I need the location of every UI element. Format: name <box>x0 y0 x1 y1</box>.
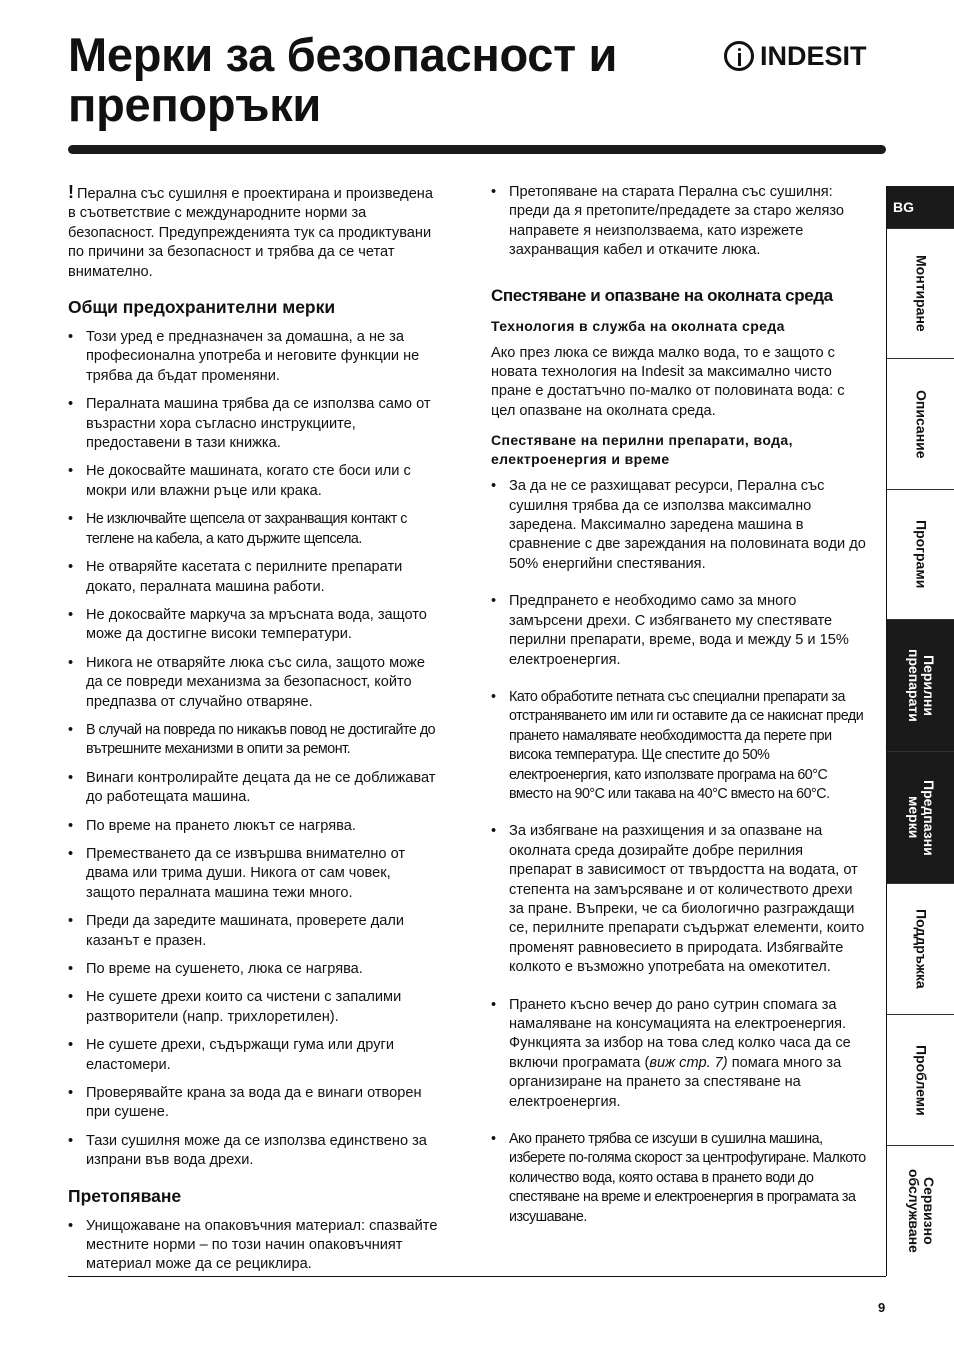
tab-label: Предпазни мерки <box>906 779 937 856</box>
tab-label: Монтиране <box>913 255 930 332</box>
list-item: • Предпрането е необходимо само за много замърсени дрехи. С избягването му спестявате перилни препарати, време, вода и между 5 и 15% електроенергия. <box>491 592 867 670</box>
list-item: • Този уред е предназначен за домашна, а не за професионална употреба и неговите функции не трябва да бъдат променяни. <box>68 328 442 386</box>
list-item: • Пералната машина трябва да се използва само от възрастни хора съгласно инструкциите, предоставени в тази книжка. <box>68 395 442 453</box>
list-item: • За избягване на разхищения и за опазване на околната среда дозирайте добре перилния препарат в зависимост от твърдостта на водата, от степента на замърсяване и от количеството дрехи за пране. Въпреки, че са биологично разграждащи се, перилните препарати съдържат елементи, които променят равновесието в природата. Избягвайте колкото е възможно употребата на омекотител. <box>491 822 867 977</box>
technology-subheading: Технология в служба на околната среда <box>491 317 785 334</box>
tab-label: Описание <box>913 389 930 459</box>
tab-label: Сервизно обслужване <box>906 1169 937 1253</box>
list-item: • Никога не отваряйте люка със сила, защото може да се повреди механизма за безопасност, който предпазва от случайно отваряне. <box>68 654 442 712</box>
title-divider <box>68 145 886 154</box>
environment-heading: Спестяване и опазване на околната среда <box>491 285 833 305</box>
language-tab[interactable]: BG <box>887 186 954 228</box>
disposal-list-continued <box>491 183 867 261</box>
page-reference: виж стр. 7) <box>649 1054 728 1071</box>
list-item: • По време на прането люкът се нагрява. <box>68 817 442 836</box>
tab-programmes[interactable] <box>887 489 954 619</box>
list-item: • Претопяване на старата Перална със сушилня: преди да я претопите/предадете за старо желязо направете я неизползваема, като изрежете захранващия кабел и откачите люка. <box>491 183 867 261</box>
technology-text: Ако през люка се вижда малко вода, то е защото с новата технология на Indesit за максимално чисто пране е достатъчно по-малко от половината вода: с цел опазване на околната среда. <box>491 344 845 419</box>
list-item: • Проверявайте крана за вода да е винаги отворен при сушене. <box>68 1084 442 1123</box>
list-item: • Не изключвайте щепсела от захранващия контакт с теглене на кабела, а като държите щепсела. <box>68 510 442 549</box>
tab-detergents[interactable] <box>887 619 954 751</box>
tab-installation[interactable] <box>887 228 954 358</box>
warning-mark: ! <box>68 182 74 202</box>
brand-logo <box>724 32 894 80</box>
list-item: • За да не се разхищават ресурси, Перална със сушилня трябва да се използва максимално заредена. Максимално заредена машина в сравнение с две зареждания на половината води до 50% енергийни спестявания. <box>491 477 867 574</box>
list-item: • В случай на повреда по никакъв повод не достигайте до вътрешните механизми в опити за ремонт. <box>68 721 442 760</box>
page-number: 9 <box>878 1300 886 1315</box>
list-item: • Не сушете дрехи, съдържащи гума или други еластомери. <box>68 1036 442 1075</box>
list-item: • Винаги контролирайте децата да не се доближават до работещата машина. <box>68 769 442 808</box>
timer-text-before: Прането късно вечер до рано сутрин спомага за намаляване на консумацията на електроенергия. Функцията за избор на това след колко часа да се включи програмата ( <box>509 996 851 1071</box>
list-item: • Тази сушилня може да се използва единствено за изпрани във вода дрехи. <box>68 1132 442 1171</box>
left-column <box>68 183 442 1284</box>
tab-service[interactable] <box>887 1145 954 1276</box>
intro-text: Перална със сушилня е проектирана и произведена в съответствие с международните норми за безопасност. Предупрежденията тук са продиктувани по причини за безопасност и трябва да се четат внимателно. <box>68 186 433 280</box>
timer-text-after: помага много за организиране на прането за спестяване на електроенергия. <box>509 1054 842 1110</box>
list-item <box>491 996 867 1112</box>
tab-label: Проблеми <box>913 1044 930 1116</box>
list-item: • Като обработите петната със специални препарати за отстраняването им или ги оставите да се накиснат преди прането намалявате необходимостта да перете при висока температура. Ще спестите до 50% електроенергия, като използвате програма на 60°C вместо на 90°C или такава на 40°C вместо на 60°C. <box>491 688 867 804</box>
brand-logo-icon <box>724 41 754 71</box>
list-item: • Ако прането трябва се изсуши в сушилна машина, изберете по-голяма скорост за центрофугиране. Малкото количество вода, която остава в прането води до спестяване на време и електроенергия в програмата за изсушаване. <box>491 1130 867 1227</box>
list-item: • Не отваряйте касетата с перилните препарати докато, пералната машина работи. <box>68 558 442 597</box>
tab-troubleshooting[interactable] <box>887 1014 954 1145</box>
brand-name: INDESIT <box>760 40 867 71</box>
tab-precautions[interactable] <box>887 751 954 883</box>
list-item: • Не докосвайте маркуча за мръсната вода, защото може да достигне високи температури. <box>68 606 442 645</box>
section-sidebar <box>886 186 954 1276</box>
tab-maintenance[interactable] <box>887 883 954 1014</box>
list-item: • Не докосвайте машината, когато сте боси или с мокри или влажни ръце или крака. <box>68 462 442 501</box>
general-list <box>68 328 442 1171</box>
disposal-heading: Претопяване <box>68 1185 182 1206</box>
list-item: • По време на сушенето, люка се нагрява. <box>68 960 442 979</box>
disposal-list <box>68 1217 442 1275</box>
tab-label: Програми <box>913 520 930 589</box>
tab-description[interactable] <box>887 358 954 489</box>
page-title: Мерки за безопасност и препоръки <box>68 28 618 131</box>
right-column <box>491 183 867 1245</box>
general-heading: Общи предохранителни мерки <box>68 297 336 318</box>
list-item: • Унищожаване на опаковъчния материал: спазвайте местните норми – по този начин опаковъчният материал може да се рециклира. <box>68 1217 442 1275</box>
list-item: • Преместването да се извършва внимателно от двама или трима души. Никога от сам човек, защото пералната машина тежи много. <box>68 845 442 903</box>
bottom-divider <box>68 1276 886 1277</box>
tab-label: Поддръжка <box>913 909 930 989</box>
intro-paragraph <box>68 183 442 282</box>
saving-subheading: Спестяване на перилни препарати, вода, електроенергия и време <box>491 432 793 468</box>
list-item: • Преди да заредите машината, проверете дали казанът е празен. <box>68 912 442 951</box>
saving-list <box>491 477 867 1227</box>
list-item: • Не сушете дрехи които са чистени с запалими разтворители (напр. трихлоретилен). <box>68 988 442 1027</box>
tab-label: Перилни препарати <box>906 649 937 722</box>
